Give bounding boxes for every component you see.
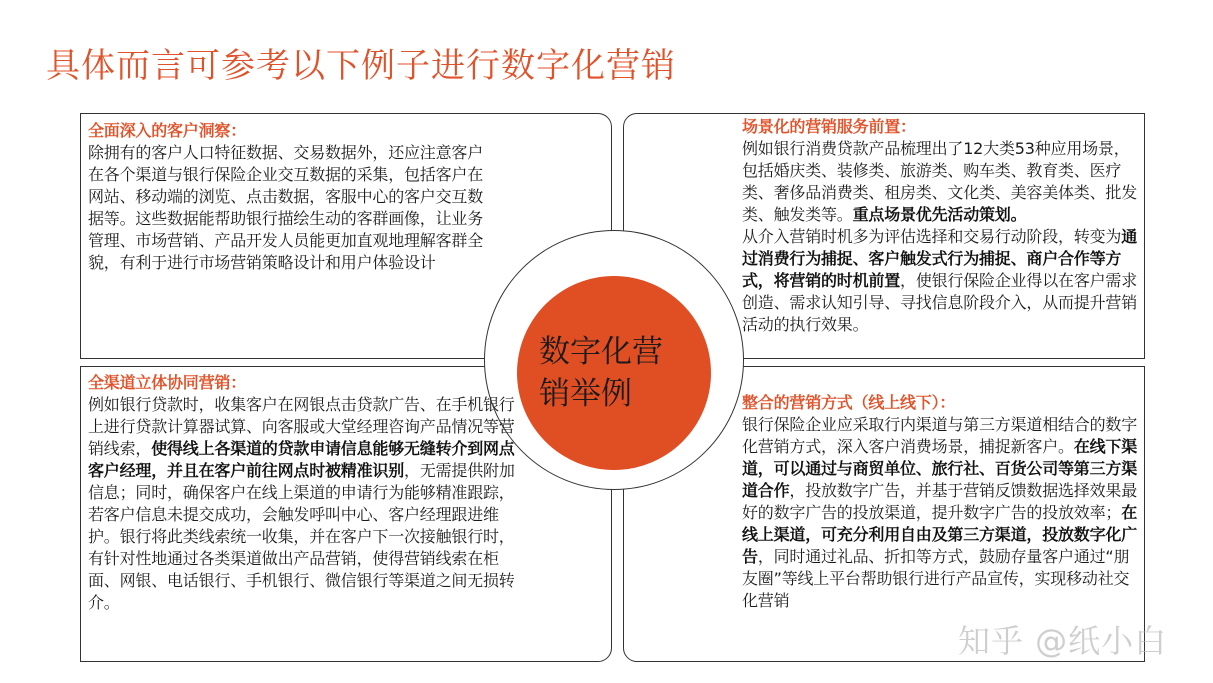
section-customer-insight bbox=[88, 120, 484, 274]
section-integrated-marketing bbox=[742, 392, 1142, 612]
section-body: ，无需提供附加信息；同时，确保客户在线上渠道的申请行为能够精准跟踪，若客户信息未提交成功，会触发呼叫中心、客户经理跟进维护。银行将此类线索统一收集，并在客户下一次接触银行时，有针对性地通过各类渠道做出产品营销，使得营销线索在柜面、网银、电话银行、手机银行、微信银行等渠道之间无损转介。 bbox=[88, 461, 515, 612]
section-body: 从介入营销时机多为评估选择和交易行动阶段，转变为 bbox=[742, 227, 1122, 246]
section-body-bold: 在线下渠道，可以通过与商贸单位、旅行社、百货公司等第三方渠道合作 bbox=[742, 437, 1138, 500]
section-body: 例如银行消费贷款产品梳理出了12大类53种应用场景，包括婚庆类、装修类、旅游类、购车类、教育类、医疗类、奢侈品消费类、租房类、文化类、美容美体类、批发类、触发类等。 bbox=[742, 139, 1138, 224]
center-label-line2: 销举例 bbox=[539, 376, 632, 412]
section-body-bold: 通过消费行为捕捉、客户触发式行为捕捉、商户合作等方式，将营销的时机前置 bbox=[742, 227, 1138, 290]
section-body-bold: 重点场景优先活动策划。 bbox=[852, 205, 1027, 224]
section-body-bold: 使得线上各渠道的贷款申请信息能够无缝转介到网点客户经理，并且在客户前往网点时被精准识别 bbox=[88, 439, 515, 480]
section-body: ，同时通过礼品、折扣等方式，鼓励存量客户通过“朋友圈”等线上平台帮助银行进行产品宣传，实现移动社交化营销 bbox=[742, 547, 1130, 610]
section-body: 银行保险企业应采取行内渠道与第三方渠道相结合的数字化营销方式，深入客户消费场景，捕捉新客户。 bbox=[742, 415, 1138, 456]
section-heading: 整合的营销方式（线上线下）： bbox=[742, 393, 956, 412]
watermark: 知乎 @纸小白 bbox=[958, 622, 1168, 660]
page-title: 具体而言可参考以下例子进行数字化营销 bbox=[46, 46, 676, 86]
section-body: ，投放数字广告，并基于营销反馈数据选择效果最好的数字广告的投放渠道，提升数字广告的投放效率； bbox=[742, 481, 1138, 522]
section-body: 除拥有的客户人口特征数据、交易数据外，还应注意客户在各个渠道与银行保险企业交互数据的采集，包括客户在网站、移动端的浏览、点击数据，客服中心的客户交互数据等。这些数据能帮助银行描绘生动的客群画像，让业务管理、市场营销、产品开发人员能更加直观地理解客群全貌，有利于进行市场营销策略设计和用户体验设计 bbox=[88, 143, 484, 272]
section-heading: 场景化的营销服务前置： bbox=[742, 117, 916, 136]
section-heading: 全渠道立体协同营销： bbox=[88, 373, 247, 392]
section-body: 例如银行贷款时，收集客户在网银点击贷款广告、在手机银行上进行贷款计算器试算、向客服或大堂经理咨询产品情况等营销线索， bbox=[88, 395, 515, 458]
section-heading: 全面深入的客户洞察： bbox=[88, 121, 247, 140]
section-body-bold: 在线上渠道，可充分利用自由及第三方渠道，投放数字化广告 bbox=[742, 503, 1138, 566]
center-label-line1: 数字化营 bbox=[539, 334, 663, 370]
section-omnichannel-marketing bbox=[88, 372, 528, 614]
center-label bbox=[539, 331, 689, 415]
section-scenario-marketing bbox=[742, 116, 1142, 336]
center-circle bbox=[517, 276, 711, 470]
section-body: ，使银行保险企业得以在客户需求创造、需求认知引导、寻找信息阶段介入，从而提升营销活动的执行效果。 bbox=[742, 271, 1138, 334]
